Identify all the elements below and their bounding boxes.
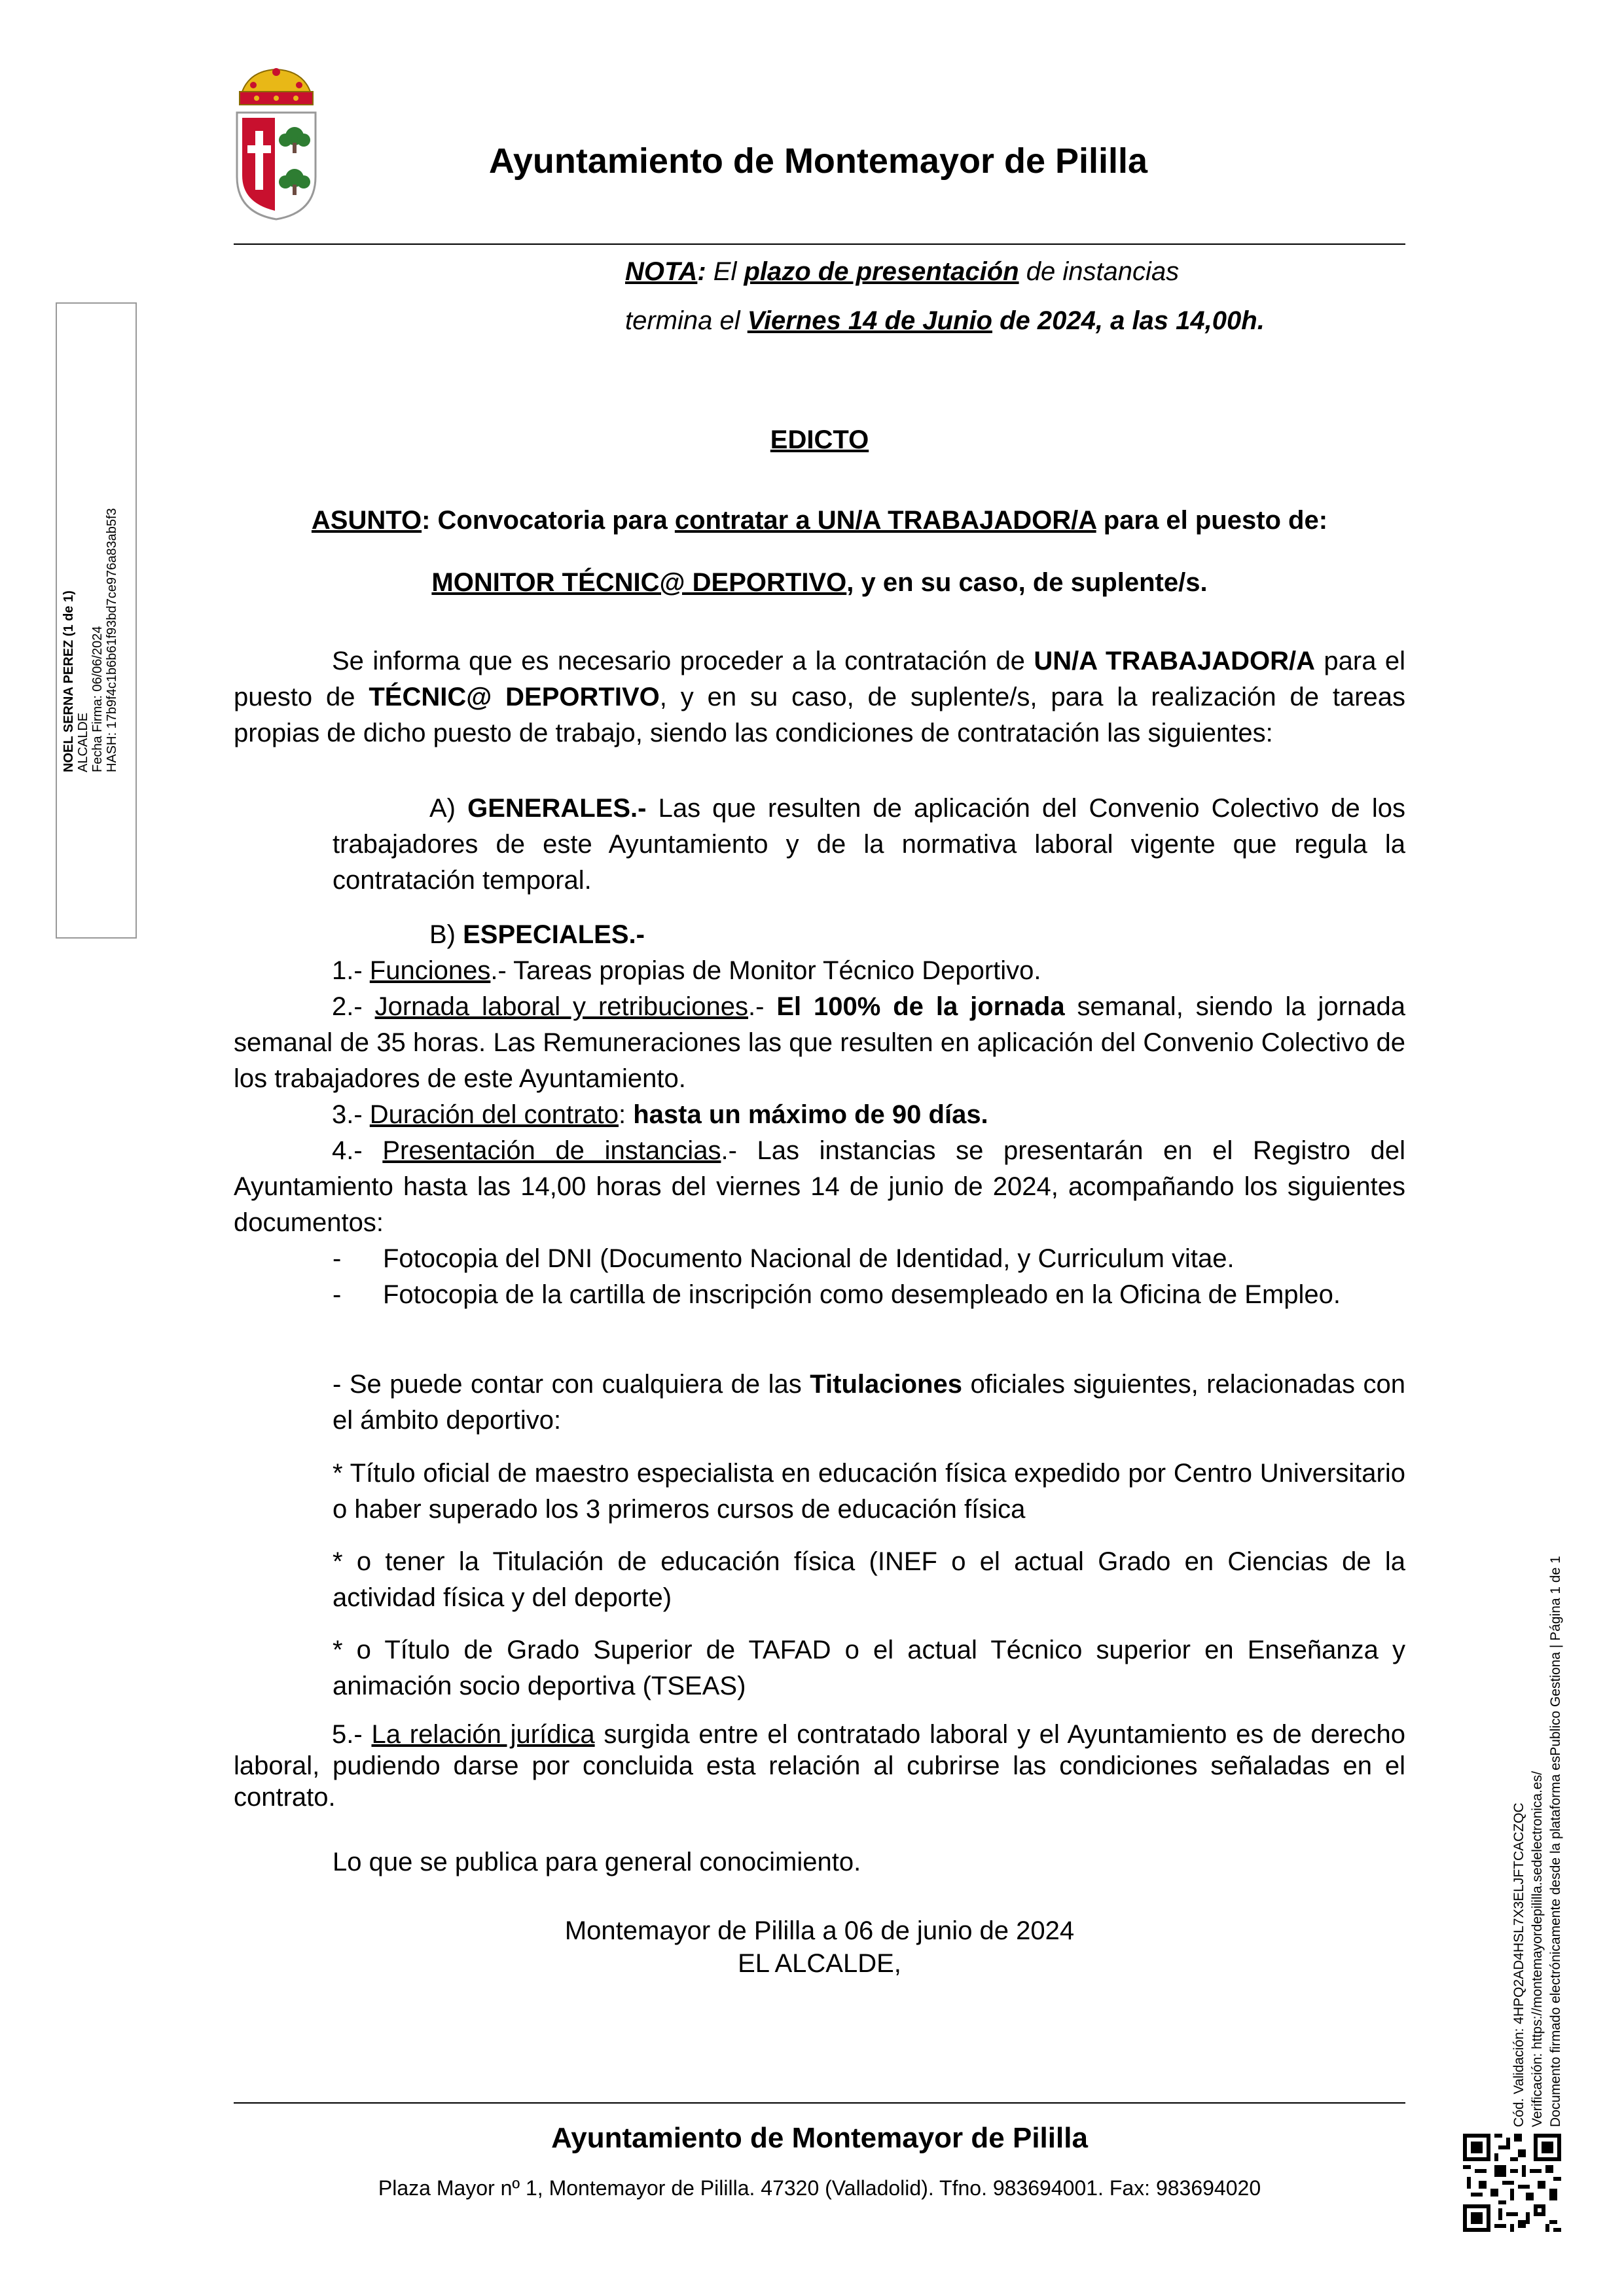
deadline-note: NOTA: El plazo de presentación de instancias termina el Viernes 14 de Junio de 2024, a las 14,00h. — [625, 257, 1265, 335]
subject-position: MONITOR TÉCNIC@ DEPORTIVO, y en su caso, de suplente/s. — [431, 568, 1208, 597]
subject-line: ASUNTO: Convocatoria para contratar a UN/A TRABAJADOR/A para el puesto de: — [311, 506, 1328, 535]
titulacion-item: * o tener la Titulación de educación física (INEF o el actual Grado en Ciencias de la actividad física y del deporte) — [333, 1547, 1405, 1612]
plazo-text: plazo de presentación — [744, 257, 1019, 286]
platform-note: Documento firmado electrónicamente desde la plataforma esPublico Gestiona | Página 1 de 1 — [1548, 1556, 1563, 2127]
coat-of-arms-icon — [230, 65, 322, 223]
document-item: - Fotocopia del DNI (Documento Nacional de Identidad, y Curriculum vitae. — [333, 1244, 1235, 1273]
footer-divider — [234, 2102, 1405, 2104]
item-presentacion: 4.- Presentación de instancias.- Las instancias se presentarán en el Registro del Ayuntamiento hasta las 14,00 horas del viernes 14 de junio de 2024, acompañando los siguientes documentos: — [234, 1136, 1406, 1237]
footer-title: Ayuntamiento de Montemayor de Pililla — [551, 2122, 1088, 2154]
item-duracion: 3.- Duración del contrato: hasta un máximo de 90 días. — [332, 1100, 988, 1129]
signature-stamp: NOEL SERNA PEREZ (1 de 1) ALCALDE Fecha Firma: 06/06/2024 HASH: 17b9f4c1b6b61f93bd7ce976a83ab5f3 — [62, 508, 119, 772]
titulacion-item: * o Título de Grado Superior de TAFAD o el actual Técnico superior en Enseñanza y animación socio deportiva (TSEAS) — [333, 1636, 1405, 1700]
verification-url[interactable]: Verificación: https://montemayordepililla.sedelectronica.es/ — [1530, 1771, 1545, 2127]
header-title: Ayuntamiento de Montemayor de Pililla — [488, 141, 1148, 181]
validation-code: Cód. Validación: 4HPQ2AD4HSL7X3ELJFTCACZQC — [1511, 1803, 1526, 2127]
verification-text — [1510, 1556, 1565, 2127]
section-especiales: B) ESPECIALES.- — [429, 920, 645, 949]
signer-role: EL ALCALDE, — [738, 1949, 901, 1978]
item-jornada: 2.- Jornada laboral y retribuciones.- El 100% de la jornada semanal, siendo la jornada semanal de 35 horas. Las Remuneraciones las que resulten en aplicación del Convenio Colectivo de los trabajadores de este Ayuntamiento. — [234, 992, 1405, 1093]
header-divider — [234, 243, 1405, 245]
document-title: EDICTO — [770, 425, 869, 454]
place-date: Montemayor de Pililla a 06 de junio de 2024 — [564, 1916, 1075, 1945]
deadline-date: Viernes 14 de Junio — [747, 306, 992, 335]
closing-line: Lo que se publica para general conocimiento. — [333, 1848, 861, 1876]
titulaciones-intro: - Se puede contar con cualquiera de las Titulaciones oficiales siguientes, relacionadas con el ámbito deportivo: — [333, 1370, 1405, 1435]
section-generales: A) GENERALES.- Las que resulten de aplicación del Convenio Colectivo de los trabajadores de este Ayuntamiento y de la normativa laboral vigente que regula la contratación temporal. — [333, 794, 1405, 895]
item-relacion: 5.- La relación jurídica surgida entre el contratado laboral y el Ayuntamiento es de derecho laboral, pudiendo darse por concluida esta relación al cubrirse las condiciones señaladas en el contrato. — [234, 1720, 1405, 1812]
intro-paragraph: Se informa que es necesario proceder a la contratación de UN/A TRABAJADOR/A para el puesto de TÉCNIC@ DEPORTIVO, y en su caso, de suplente/s, para la realización de tareas propias de dicho puesto de trabajo, siendo las condiciones de contratación las siguientes: — [234, 647, 1406, 747]
document-item: - Fotocopia de la cartilla de inscripción como desempleado en la Oficina de Empleo. — [333, 1280, 1341, 1309]
titulacion-item: * Título oficial de maestro especialista en educación física expedido por Centro Universitario o haber superado los 3 primeros cursos de educación física — [333, 1459, 1405, 1524]
signature-block — [234, 1914, 1405, 1980]
item-funciones: 1.- Funciones.- Tareas propias de Monitor Técnico Deportivo. — [332, 956, 1041, 985]
footer-address: Plaza Mayor nº 1, Montemayor de Pililla. 47320 (Valladolid). Tfno. 983694001. Fax: 983694020 — [378, 2176, 1261, 2200]
nota-label: NOTA — [625, 257, 698, 286]
qr-code-icon — [1463, 2134, 1561, 2232]
